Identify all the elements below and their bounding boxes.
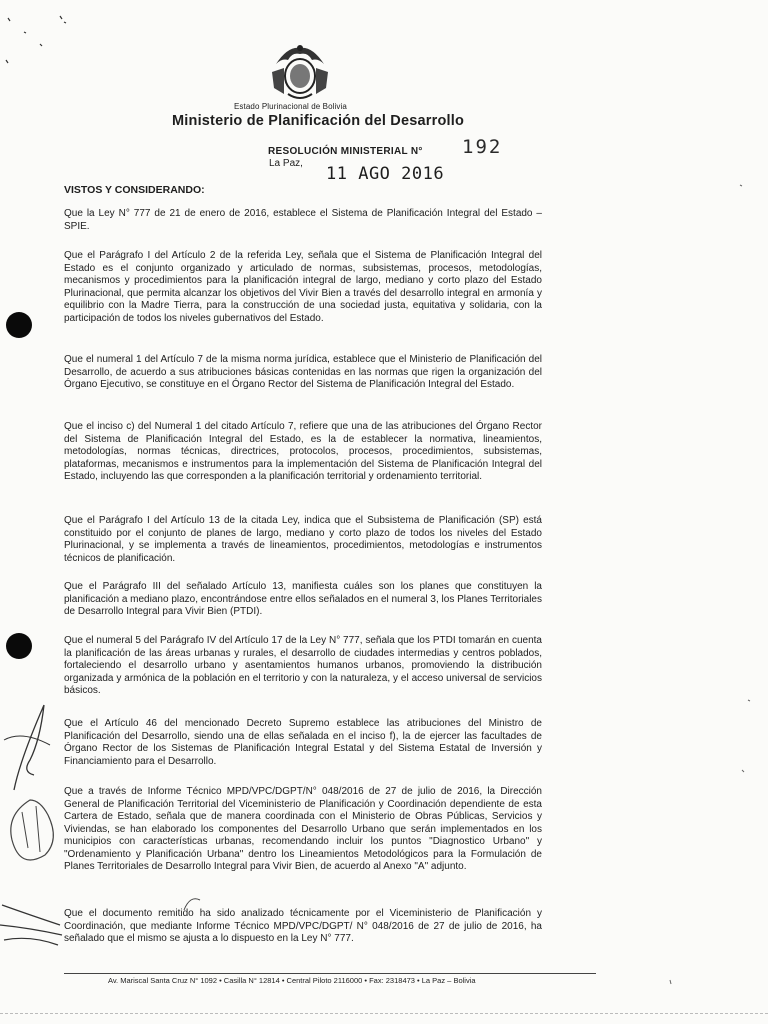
page-edge <box>0 1013 768 1014</box>
paragraph: Que el documento remitido ha sido analizado técnicamente por el Viceministerio de Planificación y Coordinación, que mediante Informe Técnico MPD/VPC/DGPT/ N° 048/2016 de 27 de julio de 2016, ha señalado que el mismo se ajusta a lo dispuesto en la Ley N° 777. <box>64 908 542 944</box>
section-heading: VISTOS Y CONSIDERANDO: <box>64 184 205 196</box>
paragraph: Que la Ley N° 777 de 21 de enero de 2016, establece el Sistema de Planificación Integral del Estado – SPIE. <box>64 208 542 232</box>
resolution-number: 192 <box>462 136 503 158</box>
paragraph: Que el Parágrafo III del señalado Artículo 13, manifiesta cuáles son los planes que constituyen la planificación a mediano plazo, encontrándose entre ellos señalados en el numeral 3, los Planes Territoriales de Desarrollo Integral para Vivir Bien (PTDI). <box>64 581 542 617</box>
paragraph: Que a través de Informe Técnico MPD/VPC/DGPT/N° 048/2016 de 27 de julio de 2016, la Dirección General de Planificación Territorial del Viceministerio de Planificación y Coordinación dependiente de esta Cartera de Estado, señala que de manera coordinada con el Ministerio de Obras Públicas, Servicios y Viviendas, se han elaborado los componentes del Desarrollo Urbano que serán implementados en los municipios con características urbanas, recomendando incluir los puntos "Diagnostico Urbano" y "Ordenamiento y Planificación Urbana" dentro los Lineamientos Metodológicos para la Formulación de Planes Territoriales de Desarrollo Integral para Vivir Bien, de acuerdo al Anexo "A" adjunto. <box>64 786 542 872</box>
footer-address: Av. Mariscal Santa Cruz N° 1092 • Casilla N° 12814 • Central Piloto 2116000 • Fax: 2318473 • La Paz – Bolivia <box>108 976 476 985</box>
paragraph: Que el Parágrafo I del Artículo 2 de la referida Ley, señala que el Sistema de Planificación Integral del Estado es el conjunto organizado y articulado de normas, subsistemas, procesos, metodologías, mecanismos y procedimientos para la planificación integral de largo, mediano y corto plazo del Estado Plurinacional, que permita alcanzar los objetivos del Vivir Bien a través del desarrollo integral en armonía y equilibrio con la Madre Tierra, para la construcción de una sociedad justa, equitativa y solidaria, con la participación de todos los niveles gubernativos del Estado. <box>64 250 542 324</box>
paragraph: Que el Artículo 46 del mencionado Decreto Supremo establece las atribuciones del Ministro de Planificación del Desarrollo, siendo una de ellas señalada en el inciso f), la de ejercer las facultades de Órgano Rector de los Sistemas de Planificación Integral Estatal y del Sistema Estatal de Inversión y Financiamiento para el Desarrollo. <box>64 718 542 767</box>
place-label: La Paz, <box>269 158 303 169</box>
resolution-date-stamp: 11 AGO 2016 <box>326 164 445 184</box>
ministry-title: Ministerio de Planificación del Desarrollo <box>172 113 465 129</box>
paragraph: Que el numeral 5 del Parágrafo IV del Artículo 17 de la Ley N° 777, señala que los PTDI tomarán en cuenta la planificación de las áreas urbanas y rurales, el desarrollo de ciudades intermedias y centros poblados, fortaleciendo el desarrollo urbano y asentamientos humanos urbanos, promoviendo la distribución organizada y armónica de la población en el territorio y con la naturaleza, y el acceso universal de servicios básicos. <box>64 635 542 696</box>
state-name: Estado Plurinacional de Bolivia <box>234 102 347 111</box>
resolution-label: RESOLUCIÓN MINISTERIAL N° <box>268 146 423 157</box>
paragraph: Que el numeral 1 del Artículo 7 de la misma norma jurídica, establece que el Ministerio de Planificación del Desarrollo, de acuerdo a sus atribuciones básicas contenidas en las normas que rigen la organización del Órgano Ejecutivo, se constituye en el Órgano Rector del Sistema de Planificación Integral del Estado. <box>64 354 542 390</box>
paragraph: Que el Parágrafo I del Artículo 13 de la citada Ley, indica que el Subsistema de Planificación (SP) está constituido por el conjunto de planes de largo, mediano y corto plazo de todos los niveles del Estado Plurinacional, y se implementa a través de lineamientos, procedimientos, metodologías e instrumentos técnicos de planificación. <box>64 515 542 564</box>
paragraph: Que el inciso c) del Numeral 1 del citado Artículo 7, refiere que una de las atribuciones del Órgano Rector del Sistema de Planificación Integral del Estado, es la de establecer la normativa, lineamientos, metodologías, normas técnicas, directrices, protocolos, procesos, procedimientos, subsistemas, plataformas, mecanismos e instrumentos para la implementación del Sistema de Planificación Integral del Estado, incluyendo las que corresponden a la planificación territorial y ordenamiento territorial. <box>64 421 542 482</box>
